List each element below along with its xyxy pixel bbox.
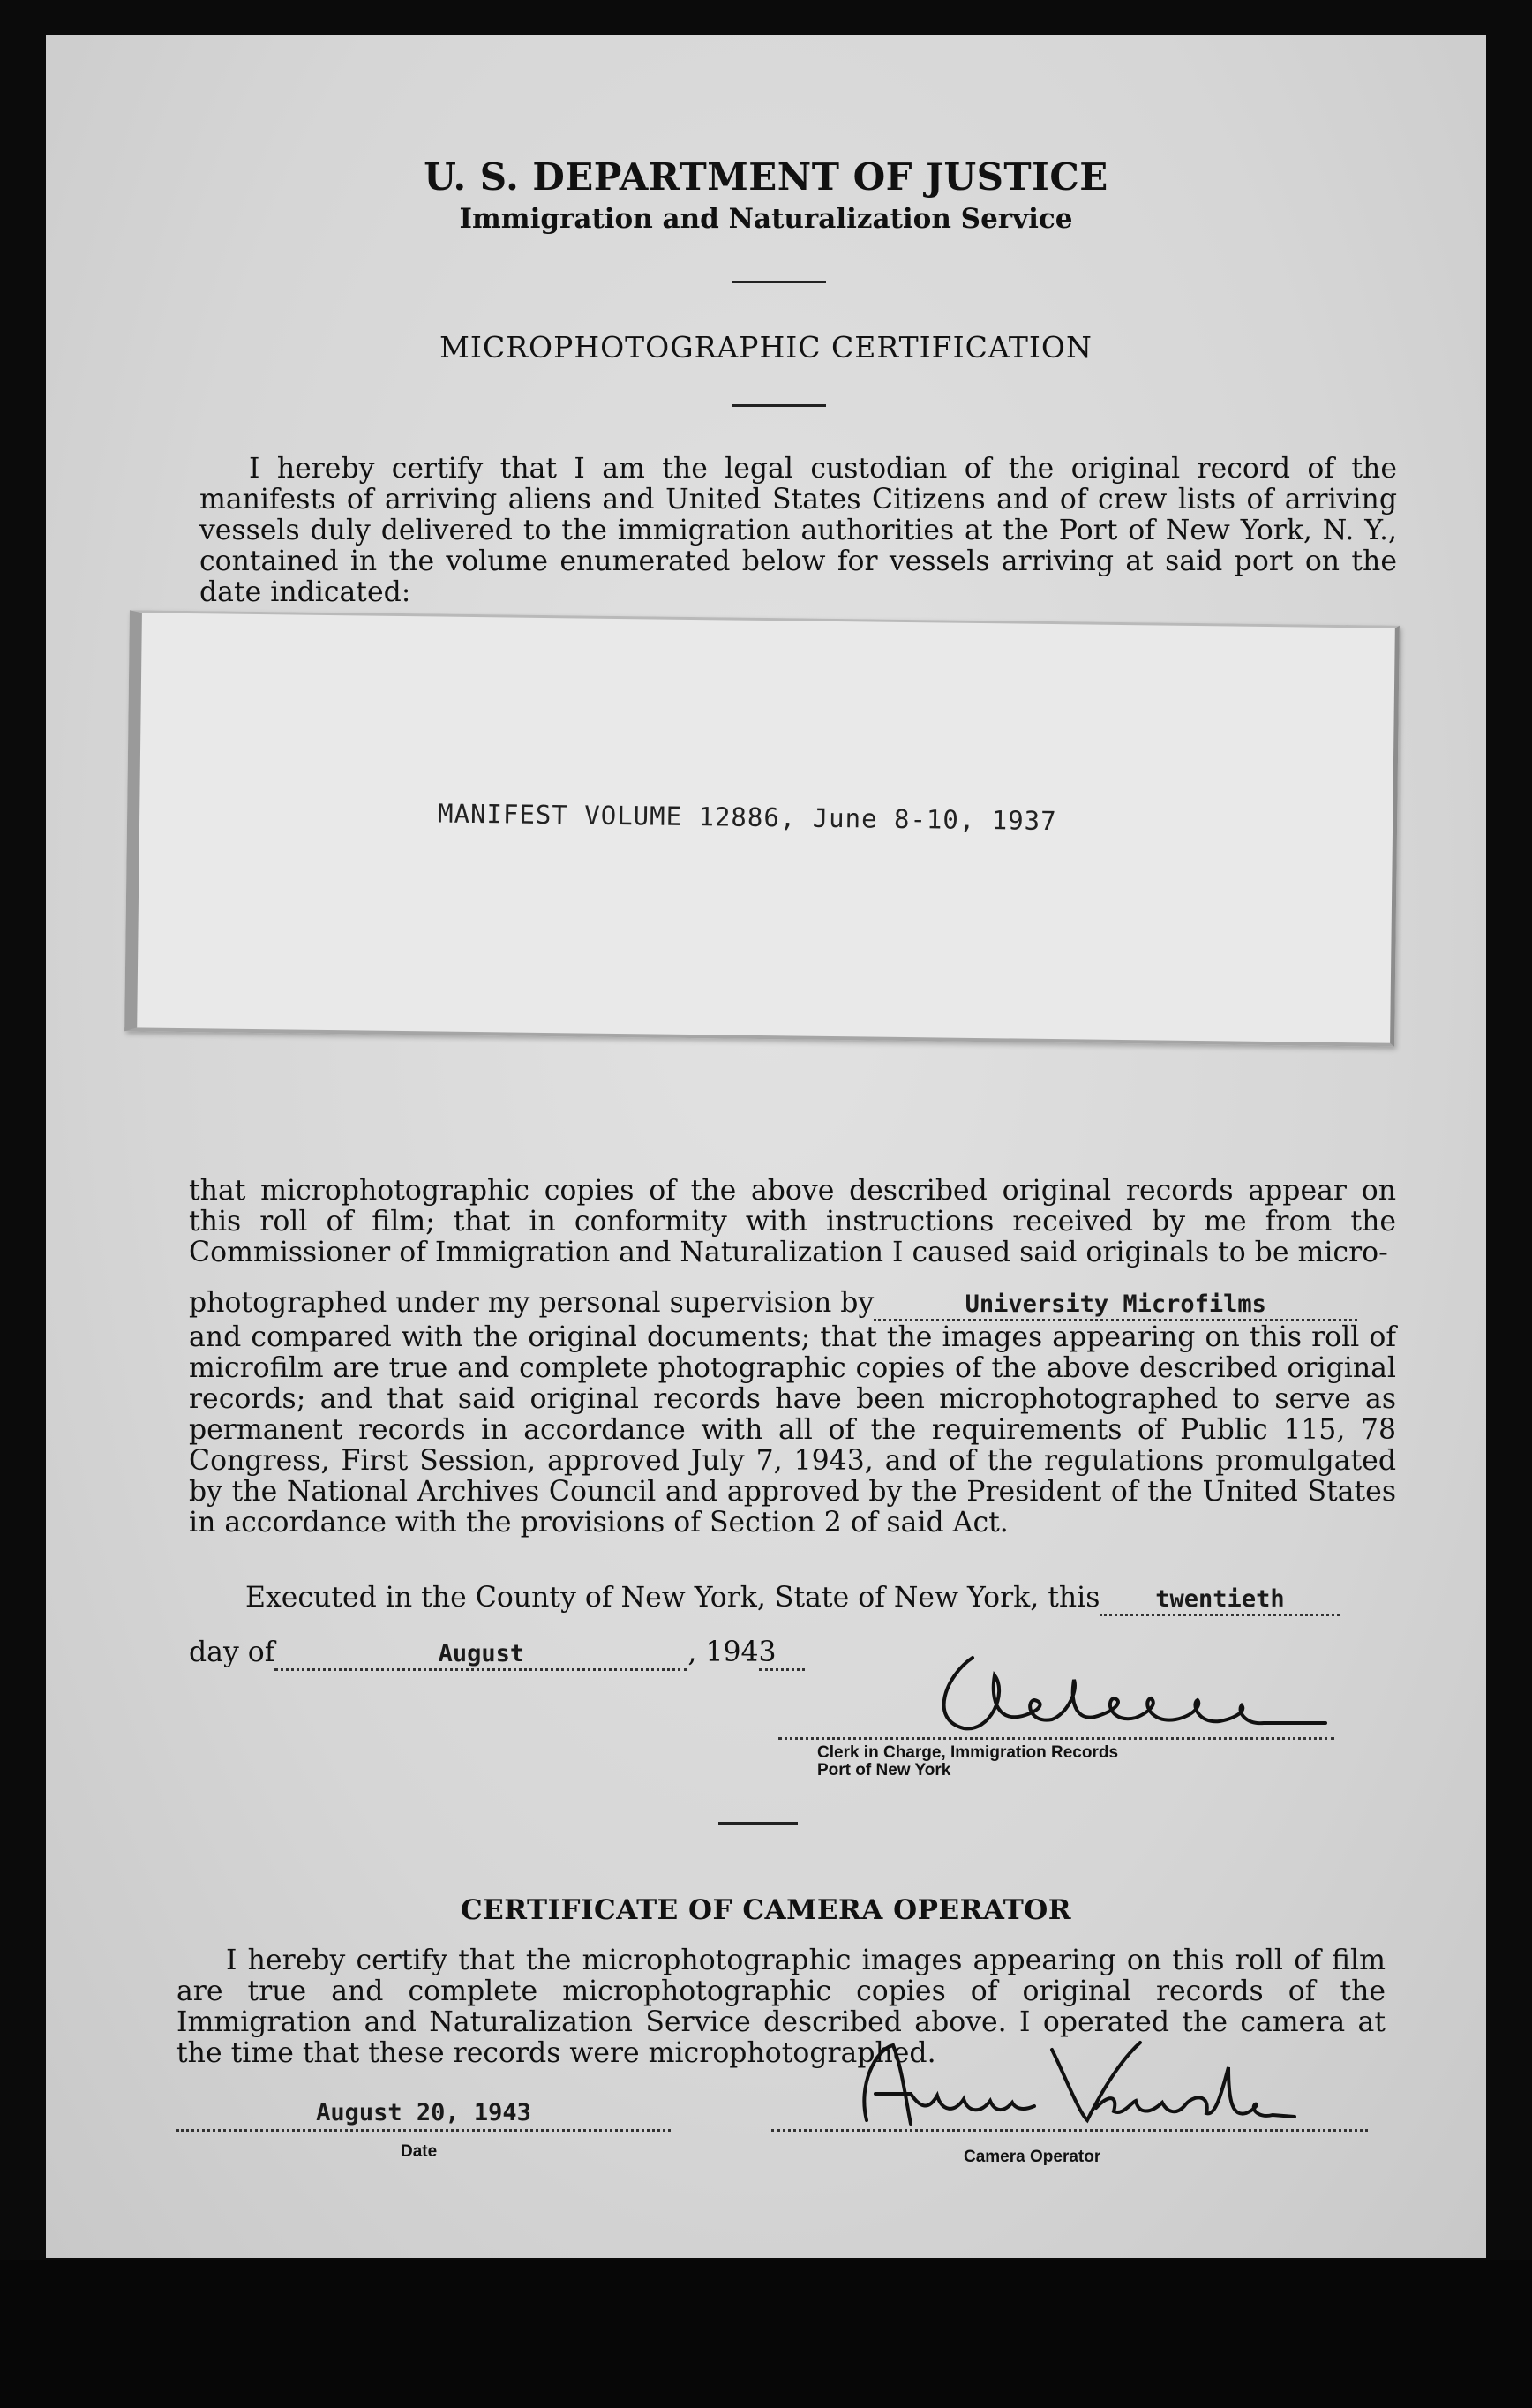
- body-paragraph-part1: that microphotographic copies of the above described original records appear on this roll of film; that in conformity with instructions received by me from the Commissioner of Immigration and Naturalization I caused said originals to be micro-: [189, 1175, 1396, 1268]
- service-subheading: Immigration and Naturalization Service: [459, 203, 1073, 235]
- camera-date-value: August 20, 1943: [316, 2099, 531, 2126]
- supervisor-line: [189, 1287, 1357, 1321]
- execution-prefix: Executed in the County of New York, State of New York, this: [245, 1582, 1100, 1614]
- manifest-volume-text: MANIFEST VOLUME 12886, June 8-10, 1937: [437, 798, 1057, 837]
- manifest-slip: [124, 610, 1400, 1047]
- camera-date-blank: [176, 2094, 671, 2132]
- execution-line: [245, 1582, 1340, 1616]
- camera-certificate-title: CERTIFICATE OF CAMERA OPERATOR: [460, 1894, 1072, 1926]
- camera-operator-signature: [814, 2032, 1308, 2138]
- date-line: [189, 1637, 805, 1671]
- year-blank: [759, 1637, 805, 1671]
- day-of-label: day of: [189, 1637, 275, 1668]
- clerk-title-line2: Port of New York: [817, 1761, 951, 1780]
- execution-month: August: [438, 1640, 525, 1667]
- department-heading: U. S. DEPARTMENT OF JUSTICE: [424, 155, 1108, 199]
- supervisor-name: University Microfilms: [965, 1291, 1266, 1318]
- divider-second: [732, 404, 826, 407]
- certificate-sheet: [46, 35, 1486, 2258]
- intro-paragraph: I hereby certify that I am the legal custodian of the original record of the manifests of arriving aliens and United States Citizens and of crew lists of arriving vessels duly delivered to the immigration authorities at the Port of New York, N. Y., contained in the volume enumerated below for vessels arriving at said port on the date indicated:: [199, 453, 1397, 608]
- camera-date-label: Date: [401, 2142, 438, 2161]
- supervisor-blank: [874, 1287, 1357, 1321]
- year-digit: 3: [758, 1637, 777, 1668]
- execution-day: twentieth: [1155, 1585, 1285, 1613]
- camera-paragraph: I hereby certify that the microphotographic images appearing on this roll of film are true and complete microphotographic copies of original records of the Immigration and Naturalization Service described above. I operated the camera at the time that these records were microphotographed.: [176, 1945, 1386, 2069]
- camera-operator-label: Camera Operator: [964, 2148, 1101, 2166]
- clerk-signature: [911, 1640, 1334, 1746]
- photographed-prefix: photographed under my personal supervision by: [189, 1287, 875, 1319]
- certification-title: MICROPHOTOGRAPHIC CERTIFICATION: [439, 330, 1093, 365]
- clerk-title-line1: Clerk in Charge, Immigration Records: [817, 1743, 1119, 1762]
- film-border: [0, 2260, 1532, 2408]
- clerk-title: [817, 1742, 1118, 1781]
- divider-camera: [718, 1822, 798, 1825]
- month-blank: [274, 1637, 687, 1671]
- body-paragraph-part2: and compared with the original documents; that the images appearing on this roll of microfilm are true and complete photographic copies of the above described original records; and that said original records have been microphotographed to serve as permanent records in accordance with all of the requirements of Public 115, 78 Congress, First Session, approved July 7, 1943, and of the regulations promulgated by the National Archives Council and approved by the President of the United States in accordance with the provisions of Section 2 of said Act.: [189, 1321, 1396, 1539]
- year-prefix: , 194: [687, 1637, 759, 1668]
- divider-top: [732, 281, 826, 283]
- day-blank: [1100, 1582, 1340, 1616]
